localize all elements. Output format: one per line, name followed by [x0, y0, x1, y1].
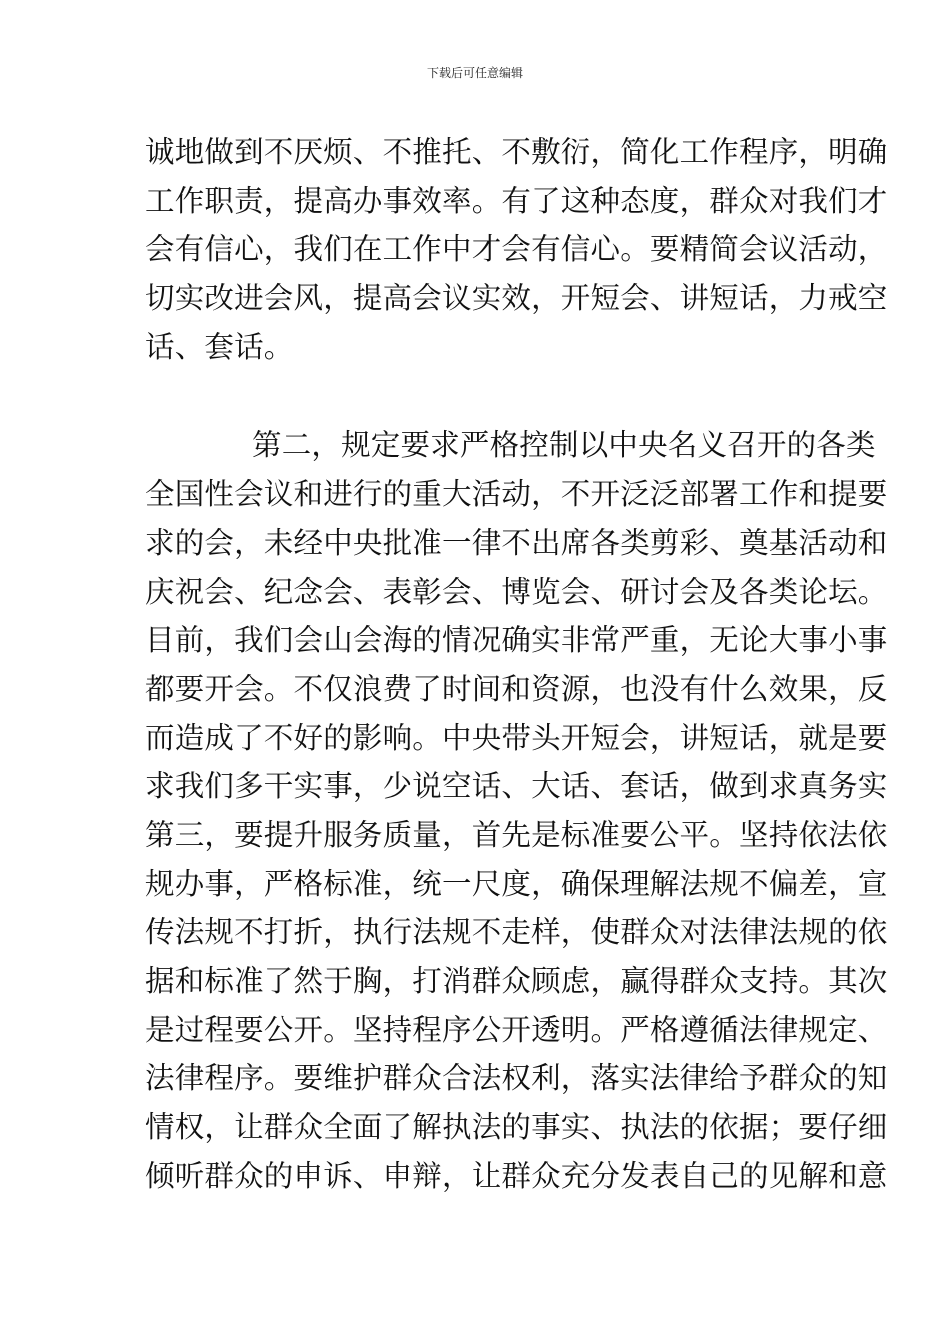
text-line: 诚地做到不厌烦、不推托、不敷衍，简化工作程序，明确 [145, 135, 888, 169]
paragraph-1 [145, 128, 888, 371]
paragraph-gap [145, 371, 810, 421]
paragraph-2 [145, 421, 888, 1200]
text-line: 切实改进会风，提高会议实效，开短会、讲短话，力戒空 [145, 281, 888, 316]
document-body [145, 128, 888, 1200]
text-line: 情权，让群众全面了解执法的事实、执法的依据；要仔细 [145, 1110, 888, 1145]
text-line: 都要开会。不仅浪费了时间和资源，也没有什么效果，反 [145, 671, 888, 706]
text-line: 而造成了不好的影响。中央带头开短会，讲短话，就是要 [145, 720, 888, 755]
text-line: 规办事，严格标准，统一尺度，确保理解法规不偏差，宣 [145, 866, 888, 901]
text-line: 工作职责，提高办事效率。有了这种态度，群众对我们才 [145, 183, 888, 218]
page-header: 下载后可任意编辑 [426, 66, 523, 80]
text-line: 第二，规定要求严格控制以中央名义召开的各类 [252, 428, 876, 463]
text-line: 话、套话。 [145, 329, 294, 364]
text-line: 据和标准了然于胸，打消群众顾虑，赢得群众支持。其次 [145, 964, 888, 998]
text-line: 是过程要公开。坚持程序公开透明。严格遵循法律规定、 [145, 1012, 888, 1047]
text-line: 倾听群众的申诉、申辩，让群众充分发表自己的见解和意 [145, 1158, 888, 1193]
text-line: 会有信心，我们在工作中才会有信心。要精简会议活动， [145, 232, 888, 267]
text-line: 传法规不打折，执行法规不走样，使群众对法律法规的依 [145, 915, 888, 950]
text-line: 庆祝会、纪念会、表彰会、博览会、研讨会及各类论坛。 [145, 574, 888, 609]
text-line: 目前，我们会山会海的情况确实非常严重，无论大事小事 [145, 623, 888, 658]
text-line: 求我们多干实事，少说空话、大话、套话，做到求真务实 [145, 769, 888, 804]
text-line: 法律程序。要维护群众合法权利，落实法律给予群众的知 [145, 1061, 888, 1096]
text-line: 求的会，未经中央批准一律不出席各类剪彩、奠基活动和 [145, 525, 888, 560]
text-line: 全国性会议和进行的重大活动，不开泛泛部署工作和提要 [145, 477, 888, 512]
text-line: 第三，要提升服务质量，首先是标准要公平。坚持依法依 [145, 817, 888, 852]
